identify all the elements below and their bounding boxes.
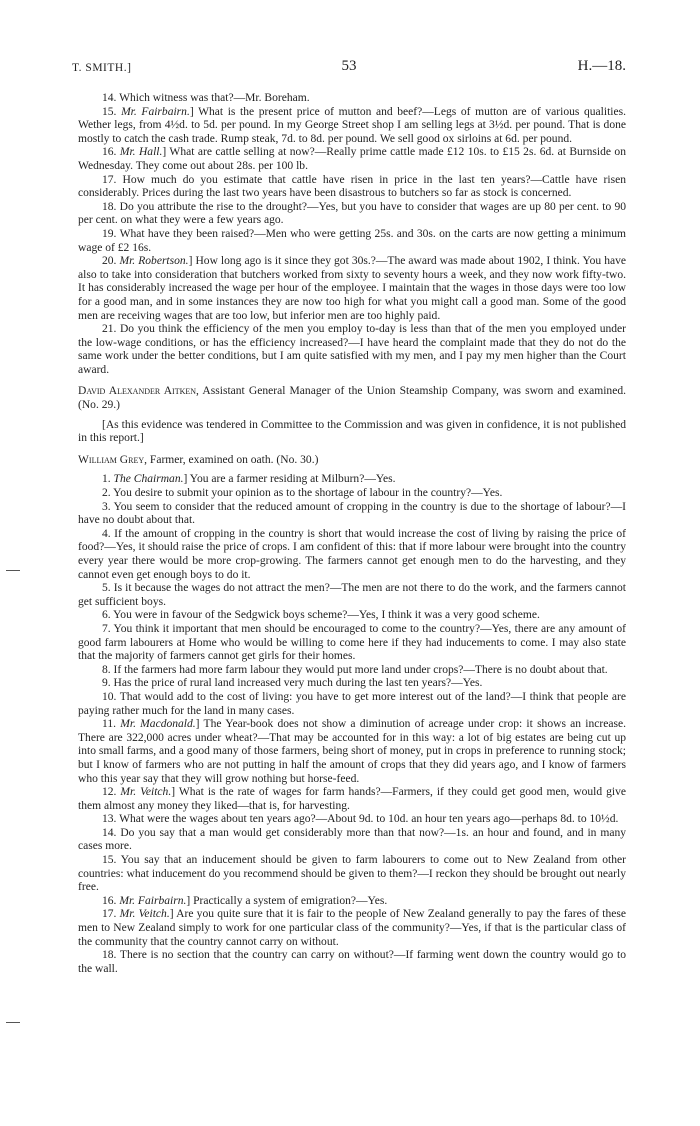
aitken-heading	[78, 385, 626, 412]
question-paragraph	[78, 895, 626, 909]
question-paragraph	[78, 501, 626, 528]
margin-mark	[6, 1022, 20, 1023]
question-paragraph	[78, 174, 626, 201]
question-text: ] What is the present price of mutton and beef?—Legs of mutton are of various qualities. Wether legs, from 4½d. to 5d. per pound. In my George Street shop I am selling legs at 3½d. per pound. That is done mostly to catch the cash trade. Rump steak, 7d. to 8d. per pound. We sell good ox sirloins at 6d. per pound.	[78, 105, 627, 145]
question-text: 18. Do you attribute the rise to the drought?—Yes, but you have to consider that wages are up 80 per cent. to 90 per cent. on what they were a few years ago.	[78, 200, 626, 227]
question-number: 16.	[102, 146, 120, 159]
question-text: 2. You desire to submit your opinion as to the shortage of labour in the country?—Yes.	[102, 487, 503, 500]
question-paragraph	[78, 201, 626, 228]
question-text: ] Practically a system of emigration?—Yes.	[186, 894, 388, 907]
page-header	[72, 58, 626, 80]
question-text: 6. You were in favour of the Sedgwick boys scheme?—Yes, I think it was a very good scheme.	[102, 609, 540, 622]
question-text: 7. You think it important that men should be encouraged to come to the country?—Yes, there are any amount of good farm labourers at Home who would be willing to come here if they had inducements to come. I may also state that the majority of farmers cannot get girls for their homes.	[78, 622, 626, 663]
question-text: 4. If the amount of cropping in the country is short that would increase the cost of living by raising the price of food?—Yes, it should raise the price of crops. I am confident of this: that if more labour were brought into the country every year there would be more crop-growing. The farmers cannot get enough men to do the harvesting, and they cannot even get enough boys to do it.	[78, 527, 626, 581]
smith-evidence	[78, 92, 626, 377]
question-text: 15. You say that an inducement should be given to farm labourers to come out to New Zealand from other countries: what inducement do you recommend should be given to them?—I reckon they should be brought out nearly free.	[78, 854, 626, 894]
question-paragraph	[78, 786, 626, 813]
question-text: 3. You seem to consider that the reduced amount of cropping in the country is due to the shortage of labour?—I have no doubt about that.	[78, 500, 626, 527]
question-paragraph	[78, 528, 626, 582]
question-text: 17. How much do you estimate that cattle have risen in price in the last ten years?—Cattle have risen considerably. Prices during the last two years have been disastrous to butchers so far as stock is concerned.	[78, 173, 626, 200]
witness-description: , Assistant General Manager of the Union Steamship Company, was sworn and examined. (No. 29.)	[78, 385, 626, 412]
question-text: ] Are you quite sure that it is fair to the people of New Zealand generally to pay the fares of these men to New Zealand simply to work for one particular class of the community?—Yes, if that is the particular class of the community that the country cannot carry on without.	[78, 908, 626, 948]
grey-evidence	[78, 473, 626, 976]
paper-reference: H.—18.	[577, 58, 626, 74]
question-paragraph	[78, 106, 626, 147]
question-paragraph	[78, 255, 626, 323]
question-paragraph	[78, 323, 626, 377]
confidential-note: [As this evidence was tendered in Committee to the Commission and was given in confidence, it is not published in this report.]	[78, 418, 626, 445]
question-number: 1.	[102, 473, 114, 486]
question-text: ] What is the rate of wages for farm hands?—Farmers, if they could get good men, would give them almost any money they liked—that is, for harvesting.	[78, 786, 626, 812]
question-number: 11.	[102, 718, 121, 731]
question-paragraph	[78, 609, 626, 623]
question-text: ] What are cattle selling at now?—Really prime cattle made £12 10s. to £15 2s. 6d. at Burnside on Wednesday. They come out about 28s. per 100 lb.	[78, 146, 626, 172]
speaker-name: Mr. Robertson.	[119, 255, 189, 268]
question-text: 13. What were the wages about ten years ago?—About 9d. to 10d. an hour ten years ago—perhaps 8d. to 10½d.	[102, 813, 619, 826]
question-text: 9. Has the price of rural land increased very much during the last ten years?—Yes.	[102, 677, 483, 690]
speaker-name: Mr. Fairbairn.	[121, 105, 190, 118]
speaker-name: Mr. Veitch.	[119, 908, 170, 921]
question-paragraph	[78, 664, 626, 678]
document-body	[78, 92, 626, 976]
question-text: 18. There is no section that the country can carry on without?—If farming went down the country would go to the wall.	[78, 949, 626, 975]
question-paragraph	[78, 677, 626, 691]
question-paragraph	[78, 949, 626, 976]
question-text: 14. Which witness was that?—Mr. Boreham.	[102, 92, 310, 104]
speaker-name: The Chairman.	[113, 473, 184, 486]
witness-name: William Grey	[78, 453, 145, 466]
question-text: 19. What have they been raised?—Men who were getting 25s. and 30s. on the carts are now getting a minimum wage of £2 16s.	[78, 227, 626, 254]
question-paragraph	[78, 473, 626, 487]
speaker-name: Mr. Macdonald.	[120, 718, 196, 731]
question-paragraph	[78, 908, 626, 949]
question-paragraph	[78, 146, 626, 173]
page-number: 53	[341, 58, 357, 74]
question-number: 12.	[102, 786, 121, 799]
question-text: 8. If the farmers had more farm labour they would put more land under crops?—There is no doubt about that.	[102, 663, 608, 676]
speaker-name: Mr. Hall.	[119, 146, 163, 159]
question-paragraph	[78, 691, 626, 718]
question-paragraph	[78, 487, 626, 501]
witness-description: , Farmer, examined on oath. (No. 30.)	[144, 453, 319, 466]
witness-name: David Alexander Aitken	[78, 385, 197, 398]
grey-heading	[78, 454, 626, 468]
question-paragraph	[78, 854, 626, 895]
question-paragraph	[78, 718, 626, 786]
witness-running-head: T. SMITH.]	[72, 62, 132, 74]
question-paragraph	[78, 827, 626, 854]
question-paragraph	[78, 623, 626, 664]
question-paragraph	[78, 813, 626, 827]
question-paragraph	[78, 582, 626, 609]
question-text: 10. That would add to the cost of living: you have to get more interest out of the land?—I think that people are paying rather much for the land in many cases.	[78, 690, 626, 717]
question-paragraph	[78, 92, 626, 106]
question-paragraph	[78, 228, 626, 255]
margin-mark	[6, 570, 20, 571]
question-text: ] How long ago is it since they got 30s.?—The award was made about 1902, I think. You have also to take into consideration that butchers worked from sixty to seventy hours a week, and they now work fifty-two. It has considerably increased the wage per hour of the employee. I maintain that the wages in those days were too low for a good man, and in some instances they are now too high for what you might call a good man. Some of the good men are receiving wages that are too low, but inferior men are too highly paid.	[78, 255, 626, 322]
speaker-name: Mr. Fairbairn.	[119, 894, 187, 907]
question-number: 17.	[102, 908, 120, 921]
question-text: 14. Do you say that a man would get considerably more than that now?—1s. an hour and found, and in many cases more.	[78, 826, 626, 853]
question-text: 21. Do you think the efficiency of the men you employ to-day is less than that of the men you employed under the low-wage conditions, or has the efficiency increased?—I have heard the complaint made that they do not do the same work under the better conditions, but I am quite satisfied with my men, and I pay my men higher than the Court award.	[78, 323, 626, 376]
speaker-name: Mr. Veitch.	[120, 786, 172, 799]
question-number: 16.	[102, 894, 120, 907]
question-number: 20.	[102, 255, 120, 268]
question-text: ] You are a farmer residing at Milburn?—Yes.	[183, 473, 396, 486]
question-text: ] The Year-book does not show a diminution of acreage under crop: it shows an increase. There are 322,000 acres under wheat?—That may be accounted for in this way: a lot of big estates are being cut up into small farms, and a good many of those farmers, being short of money, put in crops in preference to running stock; but I know of farmers who are not putting in half the amount of crops that they did years ago, and I know of farmers who this year say that they will grow nothing but horse-feed.	[78, 718, 626, 785]
question-text: 5. Is it because the wages do not attract the men?—The men are not there to do the work, and the farmers cannot get sufficient boys.	[78, 582, 626, 608]
question-number: 15.	[102, 105, 122, 118]
